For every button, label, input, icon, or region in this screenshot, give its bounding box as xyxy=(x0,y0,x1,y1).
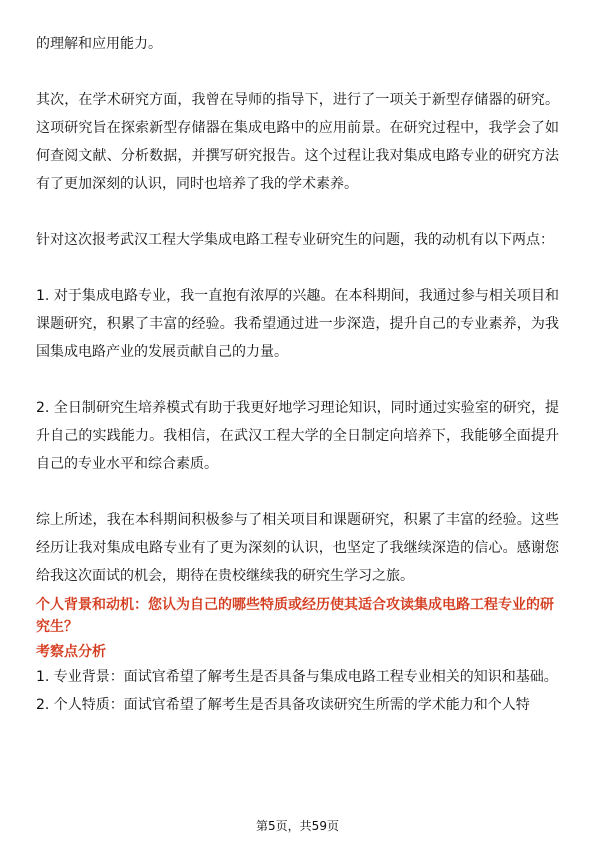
paragraph-motivation-1: 1. 对于集成电路专业，我一直抱有浓厚的兴趣。在本科期间，我通过参与相关项目和课题研究，积累了丰富的经验。我希望通过进一步深造，提升自己的专业素养，为我国集成电路产业的发展贡献自己的力量。 xyxy=(36,288,559,360)
page-footer: 第5页，共59页 xyxy=(256,819,339,833)
paragraph-conclusion: 综上所述，我在本科期间积极参与了相关项目和课题研究，积累了丰富的经验。这些经历让我对集成电路专业有了更为深刻的认识，也坚定了我继续深造的信心。感谢您给我这次面试的机会，期待在贵校继续我的研究生学习之旅。 xyxy=(36,512,559,584)
analysis-point-2: 2. 个人特质：面试官希望了解考生是否具备攻读研究生所需的学术能力和个人特 xyxy=(36,697,530,713)
paragraph-continued: 的理解和应用能力。 xyxy=(36,36,162,52)
paragraph-motivation-2: 2. 全日制研究生培养模式有助于我更好地学习理论知识，同时通过实验室的研究，提升自己的实践能力。我相信，在武汉工程大学的全日制定向培养下，我能够全面提升自己的专业水平和综合素质。 xyxy=(36,400,559,472)
question-title: 个人背景和动机：您认为自己的哪些特质或经历使其适合攻读集成电路工程专业的研究生？ xyxy=(36,597,554,635)
document-body xyxy=(36,30,559,719)
analysis-heading: 考察点分析 xyxy=(36,644,106,660)
paragraph-motivation-intro: 针对这次报考武汉工程大学集成电路工程专业研究生的问题，我的动机有以下两点： xyxy=(36,232,554,248)
analysis-point-1: 1. 专业背景：面试官希望了解考生是否具备与集成电路工程专业相关的知识和基础。 xyxy=(36,669,558,685)
paragraph-research: 其次，在学术研究方面，我曾在导师的指导下，进行了一项关于新型存储器的研究。这项研究旨在探索新型存储器在集成电路中的应用前景。在研究过程中，我学会了如何查阅文献、分析数据，并撰写研究报告。这个过程让我对集成电路专业的研究方法有了更加深刻的认识，同时也培养了我的学术素养。 xyxy=(36,92,559,192)
